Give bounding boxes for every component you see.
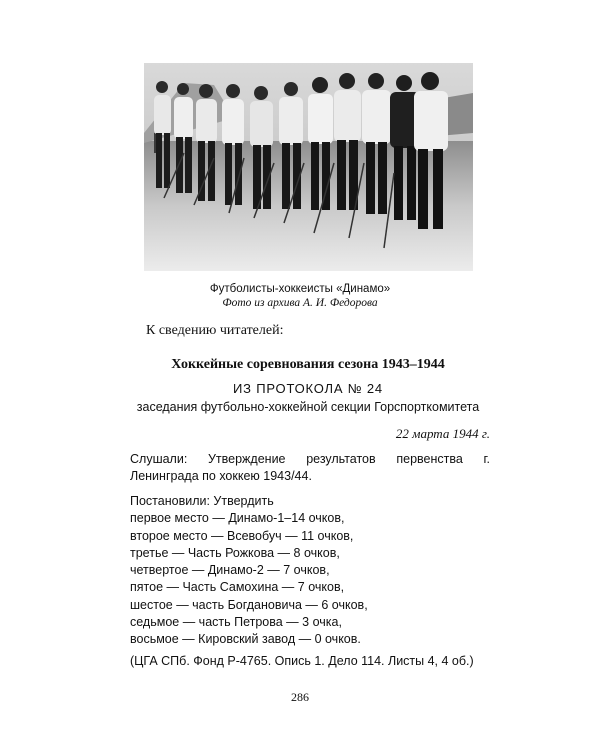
page-number: 286: [291, 690, 309, 704]
list-item: первое место — Динамо-1–14 очков,: [130, 511, 345, 526]
heard-paragraph: Слушали: Утверждение результатов первенства г. Ленинграда по хоккею 1943/44.: [130, 452, 490, 483]
team-photo-illustration: [144, 63, 473, 271]
list-item: пятое — Часть Самохина — 7 очков,: [130, 580, 345, 595]
list-item: четвертое — Динамо-2 — 7 очков,: [130, 563, 330, 578]
list-item: третье — Часть Рожкова — 8 очков,: [130, 545, 340, 560]
list-item: восьмое — Кировский завод — 0 очков.: [130, 632, 361, 647]
team-photo: [144, 63, 473, 271]
resolved-list: [130, 493, 368, 649]
photo-credit: Фото из архива А. И. Федорова: [222, 297, 378, 309]
protocol-title: ИЗ ПРОТОКОЛА № 24: [233, 381, 383, 396]
list-item: шестое — часть Богдановича — 6 очков,: [130, 597, 368, 612]
list-item: седьмое — часть Петрова — 3 очка,: [130, 615, 342, 630]
archive-source: (ЦГА СПб. Фонд Р-4765. Опись 1. Дело 114. Листы 4, 4 об.): [130, 654, 474, 668]
list-item: второе место — Всевобуч — 11 очков,: [130, 528, 354, 543]
session-subtitle: заседания футбольно-хоккейной секции Горспорткомитета: [136, 400, 480, 414]
section-heading: Хоккейные соревнования сезона 1943–1944: [171, 357, 445, 372]
reader-notice: К сведению читателей:: [146, 323, 284, 338]
resolved-intro: Постановили: Утвердить: [130, 494, 274, 508]
protocol-date: 22 марта 1944 г.: [395, 426, 490, 441]
photo-caption: Футболисты-хоккеисты «Динамо»: [209, 283, 391, 295]
